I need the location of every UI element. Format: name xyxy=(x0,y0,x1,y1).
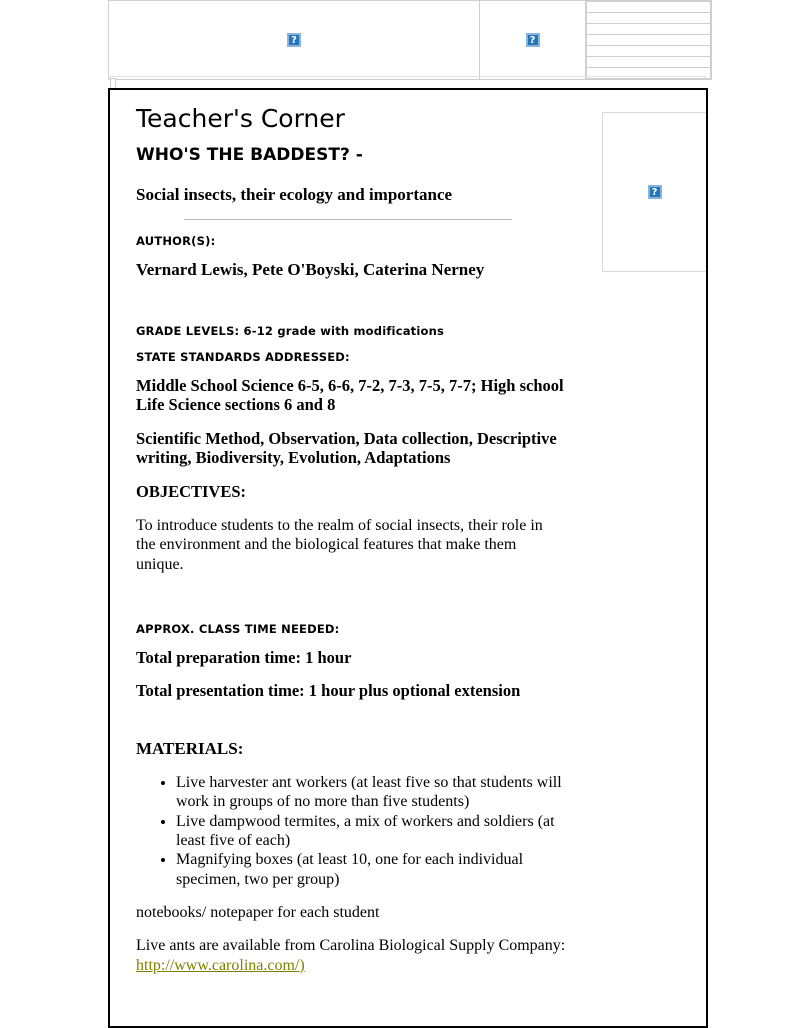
section-divider xyxy=(184,219,512,220)
banner-table xyxy=(108,0,712,80)
main-content-frame xyxy=(108,88,708,1028)
list-item: • Live dampwood termites, a mix of workers and soldiers (at least five of each) xyxy=(176,812,566,851)
nav-row-cell[interactable] xyxy=(587,13,711,24)
page-title: Teacher's Corner xyxy=(136,104,345,133)
materials-label: MATERIALS: xyxy=(136,738,244,758)
carolina-supply-link[interactable]: http://www.carolina.com/) xyxy=(136,956,305,974)
lesson-subtitle: Social insects, their ecology and importance xyxy=(136,185,453,204)
lesson-title: WHO'S THE BADDEST? - xyxy=(136,145,363,165)
article-content xyxy=(136,104,566,989)
list-item: • Magnifying boxes (at least 10, one for each individual specimen, two per group) xyxy=(176,850,566,889)
standards-line: Middle School Science 6-5, 6-6, 7-2, 7-3, 7-5, 7-7; High school Life Science sections 6 and 8 xyxy=(136,376,564,415)
nav-row[interactable] xyxy=(587,24,711,35)
authors-label: AUTHOR(S): xyxy=(136,234,216,248)
authors-value: Vernard Lewis, Pete O'Boyski, Caterina Nerney xyxy=(136,260,485,279)
banner-bottom-divider xyxy=(110,76,707,82)
nav-row[interactable] xyxy=(587,46,711,57)
nav-row[interactable] xyxy=(587,57,711,68)
prep-time: Total preparation time: 1 hour xyxy=(136,647,352,667)
nav-row-cell[interactable] xyxy=(587,46,711,57)
nav-row[interactable] xyxy=(587,2,711,13)
broken-image-icon[interactable]: ? xyxy=(648,185,662,199)
top-banner-table xyxy=(108,0,708,80)
banner-row xyxy=(109,1,712,80)
nav-row-cell[interactable] xyxy=(587,57,711,68)
supplier-line-text: Live ants are available from Carolina Biological Supply Company: xyxy=(136,937,566,955)
state-standards-label: STATE STANDARDS ADDRESSED: xyxy=(136,350,350,364)
objectives-text: To introduce students to the realm of social insects, their role in the environment and the biological features that make them unique. xyxy=(136,516,543,573)
spacer xyxy=(136,715,566,739)
grade-levels: GRADE LEVELS: 6-12 grade with modifications xyxy=(136,324,445,338)
banner-nav-rows-cell xyxy=(586,1,712,80)
materials-list xyxy=(136,773,566,889)
list-item: • Live harvester ant workers (at least five so that students will work in groups of no more than five students) xyxy=(176,773,566,812)
broken-image-icon[interactable]: ? xyxy=(526,33,540,47)
objectives-label: OBJECTIVES: xyxy=(136,481,247,501)
banner-logo-cell[interactable] xyxy=(109,1,480,80)
presentation-time: Total presentation time: 1 hour plus optional extension xyxy=(136,681,521,701)
nav-row-cell[interactable] xyxy=(587,35,711,46)
nav-row[interactable] xyxy=(587,13,711,24)
spacer xyxy=(136,588,566,622)
standards-topics: Scientific Method, Observation, Data collection, Descriptive writing, Biodiversity, Evolution, Adaptations xyxy=(136,428,557,468)
nav-rows-table xyxy=(586,1,711,79)
supplier-line xyxy=(136,936,566,975)
banner-secondary-cell[interactable] xyxy=(480,1,586,80)
sidebar-image-placeholder[interactable] xyxy=(602,112,707,272)
class-time-label: APPROX. CLASS TIME NEEDED: xyxy=(136,621,340,636)
nav-row-cell[interactable] xyxy=(587,2,711,13)
nav-row[interactable] xyxy=(587,35,711,46)
nav-row-cell[interactable] xyxy=(587,24,711,35)
notebooks-line: notebooks/ notepaper for each student xyxy=(136,904,380,922)
broken-image-icon[interactable]: ? xyxy=(287,33,301,47)
